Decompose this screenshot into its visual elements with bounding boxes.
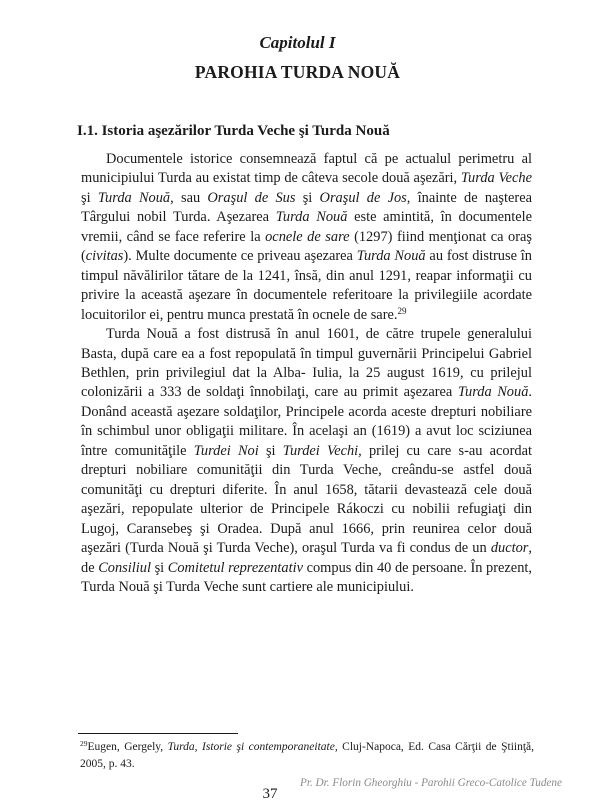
italic-run: Turda Veche <box>460 170 532 187</box>
text-run: Turda Nouă a fost distrusă în anul 1601, de către trupele generalului Basta, după care ea a fost repopulată în timpul guvernării Principelui Gabriel Bethlen, prin privilegiul dat la Alba- Iulia, la 25 august 1619, cu prilejul colonizării a 333 de soldaţi înnobilaţi, care au primit aşezarea <box>81 326 532 401</box>
chapter-heading: Capitolul I <box>259 33 336 52</box>
text-run: (1297) fiind menţionat ca oraş ( <box>81 228 532 265</box>
italic-run: Turda Nouă <box>457 384 529 401</box>
text-run: Cluj-Napoca, Ed. Casa Cărţii de Ştiinţă, 2005, p. 43. <box>80 741 535 770</box>
italic-run: Turda, Istorie şi contemporaneitate, <box>167 741 338 753</box>
body-text <box>81 150 532 597</box>
text-run: ). Multe documente ce priveau aşezarea <box>123 248 357 265</box>
text-run: , sau <box>170 189 208 206</box>
footnote <box>80 739 534 773</box>
italic-run: ductor <box>490 540 529 557</box>
italic-run: Turdei Vechi, <box>282 442 362 459</box>
text-run: au fost distruse în timpul năvălirilor tătare de la 1241, însă, din anul 1291, reapar informaţii cu privire la această aşezare în documentele referitoare la privilegiile acordate locuitorilor ei, pentru munca prestată în ocnele de sare. <box>81 248 532 323</box>
italic-run: Turda Nouă <box>356 248 426 265</box>
text-run: şi <box>150 559 168 576</box>
italic-run: Turda Nouă <box>97 189 171 206</box>
italic-run: Consiliul <box>98 559 151 576</box>
text-run: şi <box>295 189 320 206</box>
footnote-reference: 29 <box>397 305 407 316</box>
text-run: . Donând această aşezare soldaţilor, Principele acorda aceste drepturi nobiliare în schimbul unor obligaţii militare. În acelaşi an (1619) a avut loc sciziunea între comunităţile <box>81 384 532 459</box>
chapter-title: PAROHIA TURDA NOUĂ <box>194 62 401 82</box>
section-heading: I.1. Istoria aşezărilor Turda Veche şi Turda Nouă <box>77 123 390 139</box>
text-run: Documentele istorice consemnează faptul că pe actualul perimetru al municipiului Turda au existat timp de câteva secole două aşezări, <box>81 151 532 187</box>
text-run: şi <box>81 189 98 206</box>
italic-run: Turdei Noi <box>193 442 259 459</box>
running-footer: Pr. Dr. Florin Gheorghiu - Parohii Greco-Catolice Tudene <box>300 777 562 789</box>
italic-run: Turda Nouă <box>275 209 348 226</box>
footnote-divider <box>78 733 238 734</box>
paragraph-2 <box>81 325 532 597</box>
text-run: compus din 40 de persoane. În prezent, Turda Nouă şi Turda Veche sunt cartiere ale municipiului. <box>81 559 532 595</box>
text-run: , înainte de naşterea Târgului nobil Turda. Aşezarea <box>81 189 532 226</box>
text-run: şi <box>258 442 283 459</box>
text-run: Eugen, Gergely, <box>87 741 168 753</box>
text-run: este amintită, în documentele vremii, când se face referire la <box>81 209 532 245</box>
text-run: prilej cu care s-au acordat drepturi nobiliare comunităţii din Turda Veche, creându-se astfel două comunităţi cu drepturi diferite. În anul 1658, tătarii devastează cele două aşezări, repopulate ulterior de Principele Rákoczi cu nobilii refugiaţi din Lugoj, Caransebeş şi Oradea. După anul 1666, prin reunirea celor două aşezări (Turda Nouă şi Turda Veche), oraşul Turda va fi condus de un <box>81 442 532 557</box>
page-number: 37 <box>262 786 278 802</box>
italic-run: ocnele de sare <box>265 228 350 245</box>
italic-run: Comitetul reprezentativ <box>167 559 303 576</box>
text-run: , de <box>81 540 532 576</box>
italic-run: Oraşul de Sus <box>207 189 296 206</box>
paragraph-1 <box>81 150 532 325</box>
italic-run: civitas <box>85 248 124 265</box>
footnote-reference: 29 <box>80 739 88 748</box>
italic-run: Oraşul de Jos <box>319 189 407 206</box>
